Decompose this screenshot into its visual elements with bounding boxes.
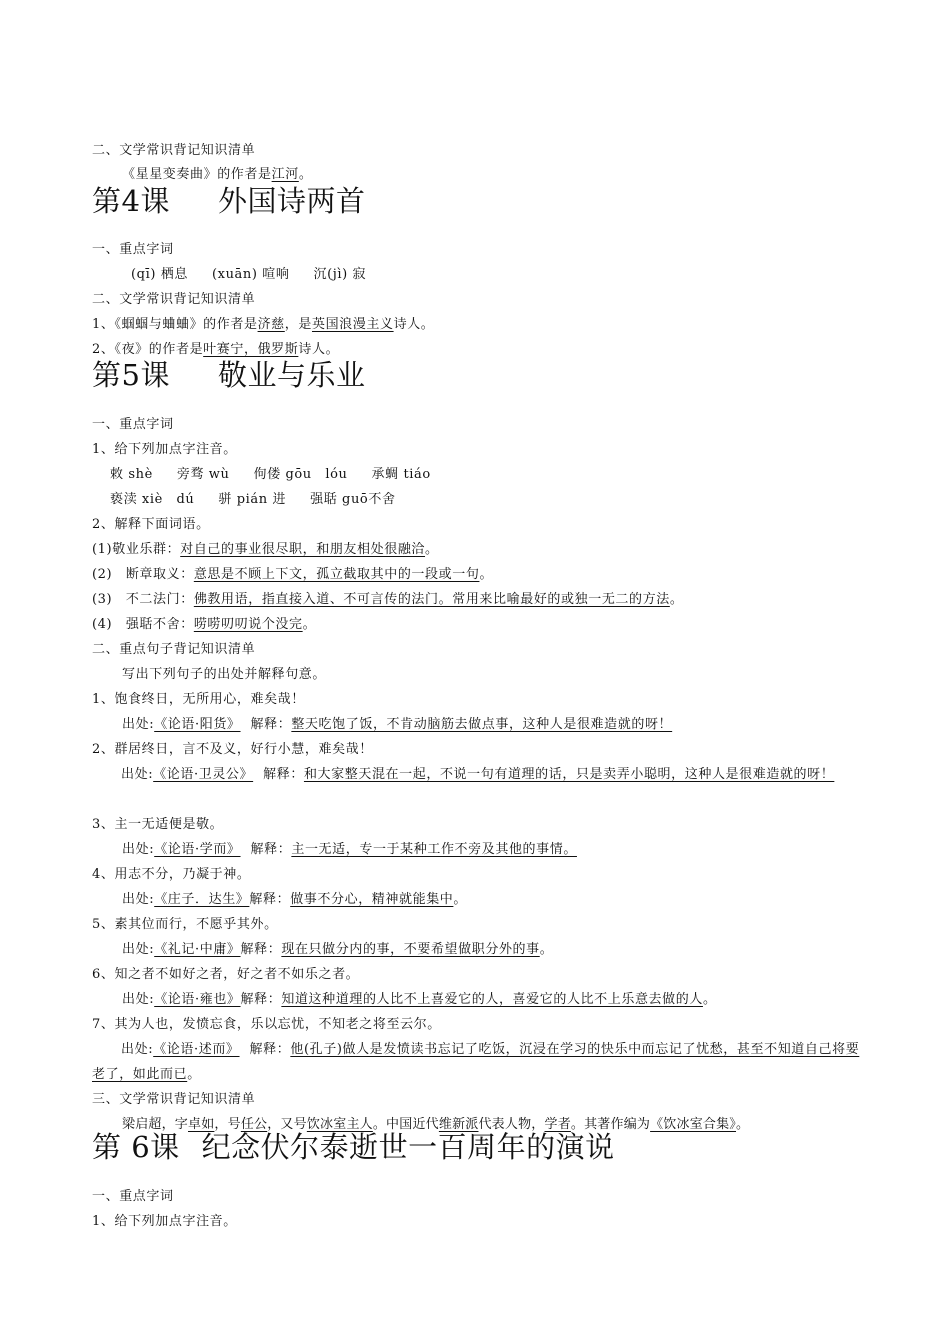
vocab-item: 沉(jì) 寂 — [313, 267, 367, 282]
source-answer: 《庄子．达生》 — [154, 892, 250, 907]
section-heading: 二、文学常识背记知识清单 — [92, 292, 256, 307]
fact-text: 。其著作编为 — [570, 1117, 651, 1132]
sentence: 3、主一无适便是敬。 — [92, 817, 224, 832]
pinyin-item: 亵渎 xiè dú — [110, 492, 195, 507]
fact-answer: 卓如 — [188, 1117, 215, 1132]
explanation-label: 解释： — [249, 892, 291, 907]
sentence: 1、饱食终日，无所用心，难矣哉！ — [92, 692, 305, 707]
fact-text: 代表人物， — [478, 1117, 545, 1132]
fact-answer: 叶赛宁，俄罗斯 — [203, 342, 299, 357]
punctuation: 。 — [539, 942, 554, 957]
fact-text: 梁启超，字 — [122, 1117, 189, 1132]
source-answer: 《论语·雍也》 — [154, 992, 241, 1007]
definition: 唠唠叨叨说个没完 — [193, 617, 303, 632]
pinyin-item: 敕 shè — [110, 467, 153, 482]
fact-text: 《星星变奏曲》的作者是 — [122, 167, 272, 182]
vocab-item: (qī) 栖息 — [131, 267, 188, 282]
pinyin-item: 骈 pián 进 — [218, 492, 287, 507]
explanation-answer: 和大家整天混在一起，不说一句有道理的话，只是卖弄小聪明，这种人是很难造就的呀！ — [303, 767, 835, 782]
lesson-name: 敬业与乐业 — [217, 358, 366, 392]
explanation-label: 解释： — [249, 1042, 291, 1057]
definition: 佛教用语，指直接入道、不可言传的法门。常用来比喻最好的或独一无二的方法 — [193, 592, 670, 607]
instruction: 写出下列句子的出处并解释句意。 — [122, 667, 327, 682]
term-definition — [92, 616, 864, 634]
section-heading: 二、文学常识背记知识清单 — [92, 143, 256, 158]
explanation-label: 解释： — [240, 942, 282, 957]
source-label: 出处: — [122, 992, 155, 1007]
term: (4) 强聒不舍： — [92, 617, 194, 632]
sentence: 5、素其位而行，不愿乎其外。 — [92, 917, 278, 932]
sentence-source — [122, 841, 864, 859]
pinyin-line — [110, 466, 864, 484]
sentence-source — [92, 1037, 864, 1087]
definition: 对自己的事业很尽职，和朋友相处很融洽 — [180, 542, 426, 557]
term: (1)敬业乐群： — [92, 542, 181, 557]
fact-text: 诗人。 — [298, 342, 340, 357]
sentence-source — [122, 991, 864, 1009]
punctuation: 。 — [702, 992, 717, 1007]
question: 1、给下列加点字注音。 — [92, 1214, 237, 1229]
sentence-source — [92, 762, 864, 787]
sentence: 4、用志不分，乃凝于神。 — [92, 867, 251, 882]
fact-text: 诗人。 — [393, 317, 435, 332]
section-heading: 一、重点字词 — [92, 417, 174, 432]
fact-answer: 饮冰室主人 — [306, 1117, 373, 1132]
punctuation: 。 — [453, 892, 468, 907]
explanation-label: 解释： — [263, 767, 304, 782]
fact-answer: 维新派 — [438, 1117, 479, 1132]
lesson-name: 纪念伏尔泰逝世一百周年的演说 — [201, 1130, 615, 1164]
vocab-line — [131, 266, 864, 284]
sentence: 2、群居终日，言不及义，好行小慧，难矣哉！ — [92, 742, 373, 757]
term-definition — [92, 591, 864, 609]
section-heading: 三、文学常识背记知识清单 — [92, 1092, 256, 1107]
fact-answer: 济慈 — [257, 317, 285, 332]
fact-answer: 英国浪漫主义 — [311, 317, 394, 332]
lesson-name: 外国诗两首 — [217, 184, 366, 218]
source-answer: 《论语·述而》 — [153, 1042, 240, 1057]
fact-answer: 任公 — [240, 1117, 268, 1132]
sentence-source — [122, 941, 864, 959]
literary-fact — [122, 166, 864, 184]
fact-text: 2、《夜》的作者是 — [92, 342, 204, 357]
punctuation: 。 — [187, 1067, 201, 1082]
source-answer: 《礼记·中庸》 — [154, 942, 241, 957]
source-answer: 《论语·学而》 — [154, 842, 241, 857]
fact-answer: 江河 — [271, 167, 299, 182]
fact-text: ，又号 — [267, 1117, 307, 1132]
lesson-6-title — [92, 1130, 615, 1164]
sentence-source — [122, 716, 864, 734]
explanation-label: 解释： — [250, 842, 292, 857]
fact-text: ，是 — [284, 317, 312, 332]
term: (2) 断章取义： — [92, 567, 194, 582]
fact-text: 1、《蝈蝈与蛐蛐》的作者是 — [92, 317, 258, 332]
explanation-answer: 做事不分心，精神就能集中 — [290, 892, 454, 907]
pinyin-item: 旁骛 wù — [176, 467, 230, 482]
lesson-4-title — [92, 184, 365, 218]
explanation-label: 解释： — [250, 717, 292, 732]
source-label: 出处: — [122, 942, 155, 957]
fact-answer: 《饮冰室合集》 — [650, 1117, 737, 1132]
lesson-number: 第4课 — [92, 184, 170, 218]
definition: 意思是不顾上下文，孤立截取其中的一段或一句 — [193, 567, 480, 582]
source-label: 出处: — [122, 717, 155, 732]
literary-fact — [92, 341, 864, 359]
source-label: 出处: — [121, 1042, 154, 1057]
sentence: 6、知之者不如好之者，好之者不如乐之者。 — [92, 967, 360, 982]
pinyin-item: 强聒 guō不舍 — [310, 492, 396, 507]
vocab-item: (xuān) 喧响 — [211, 267, 290, 282]
lesson-5-title — [92, 358, 365, 392]
punctuation: 。 — [479, 567, 494, 582]
pinyin-line — [110, 491, 864, 509]
explanation-label: 解释： — [240, 992, 282, 1007]
punctuation: 。 — [302, 617, 317, 632]
fact-text: 。中国近代 — [372, 1117, 439, 1132]
sentence: 7、其为人也，发愤忘食，乐以忘忧，不知老之将至云尔。 — [92, 1017, 441, 1032]
section-heading: 二、重点句子背记知识清单 — [92, 642, 256, 657]
explanation-answer: 整天吃饱了饭，不肯动脑筋去做点事，这种人是很难造就的呀！ — [291, 717, 673, 732]
question: 1、给下列加点字注音。 — [92, 442, 237, 457]
section-heading: 一、重点字词 — [92, 242, 174, 257]
source-answer: 《论语·阳货》 — [154, 717, 241, 732]
term: (3) 不二法门： — [92, 592, 194, 607]
question: 2、解释下面词语。 — [92, 517, 210, 532]
explanation-answer: 他(孔子)做人是发愤读书忘记了吃饭，沉浸在学习的快乐中而忘记了忧愁，甚至不知道自己将要老了，如此而已 — [92, 1042, 860, 1082]
fact-answer: 学者 — [544, 1117, 571, 1132]
sentence-source — [122, 891, 864, 909]
explanation-answer: 现在只做分内的事，不要希望做职分外的事 — [281, 942, 540, 957]
explanation-answer: 知道这种道理的人比不上喜爱它的人，喜爱它的人比不上乐意去做的人 — [281, 992, 703, 1007]
pinyin-item: 佝偻 gōu lóu — [253, 467, 348, 482]
fact-text: 。 — [298, 167, 313, 182]
lesson-number: 第 6课 — [92, 1130, 180, 1164]
source-label: 出处: — [122, 892, 155, 907]
punctuation: 。 — [669, 592, 684, 607]
source-label: 出处: — [121, 767, 154, 782]
source-answer: 《论语·卫灵公》 — [153, 767, 254, 782]
section-heading: 一、重点字词 — [92, 1189, 174, 1204]
term-definition — [92, 566, 864, 584]
term-definition — [92, 541, 864, 559]
literary-fact — [92, 316, 864, 334]
punctuation: 。 — [425, 542, 439, 557]
pinyin-item: 承蜩 tiáo — [371, 467, 431, 482]
fact-text: ，号 — [214, 1117, 241, 1132]
explanation-answer: 主一无适，专一于某种工作不旁及其他的事情。 — [291, 842, 577, 857]
lesson-number: 第5课 — [92, 358, 170, 392]
source-label: 出处: — [122, 842, 155, 857]
fact-text: 。 — [736, 1117, 750, 1132]
